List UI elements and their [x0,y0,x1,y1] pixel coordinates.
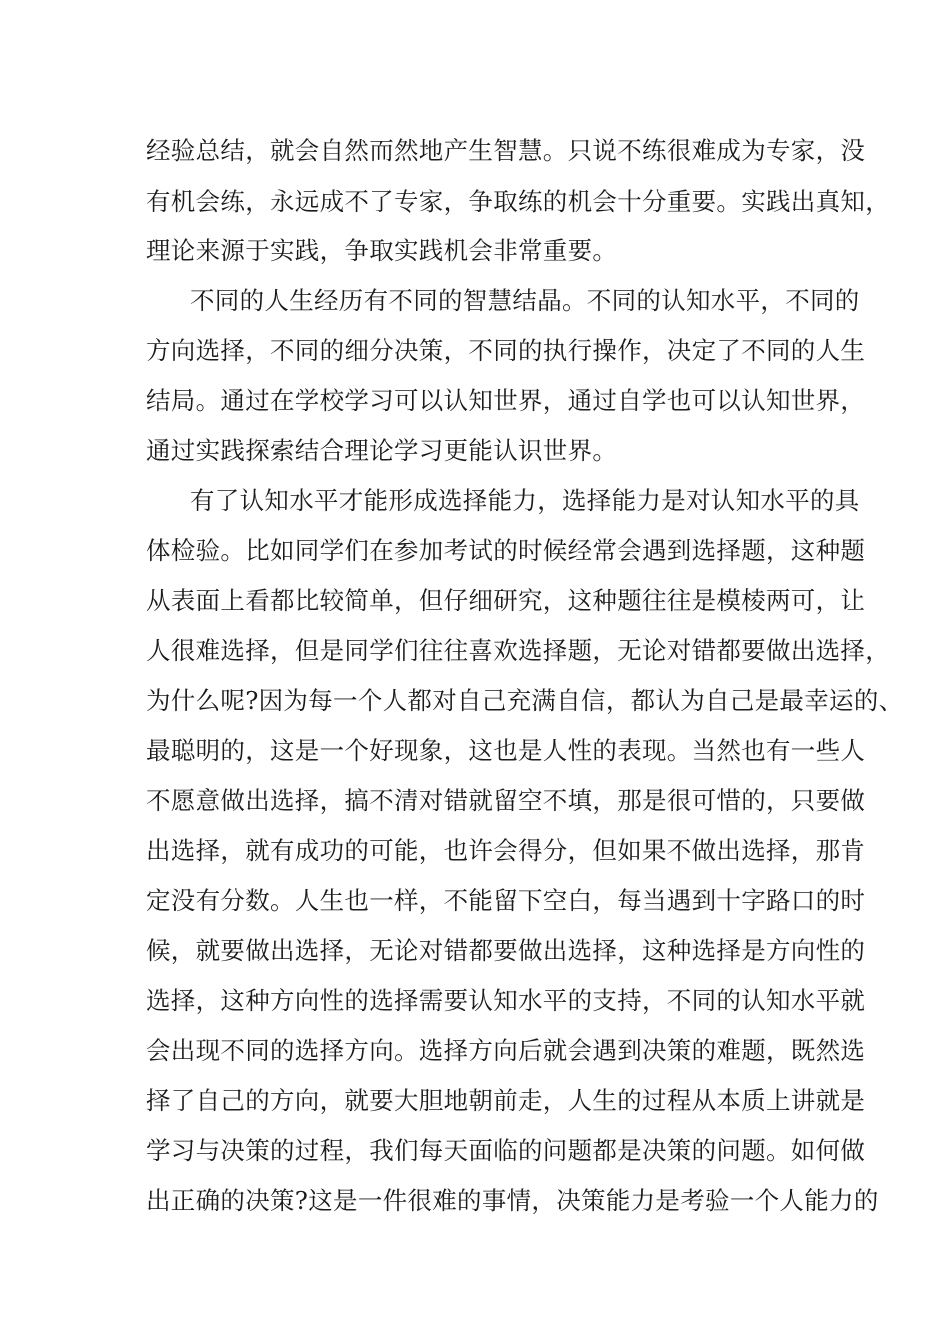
text-line: 最聪明的，这是一个好现象，这也是人性的表现。当然也有一些人 [146,736,866,765]
text-line: 定没有分数。人生也一样，不能留下空白，每当遇到十字路口的时 [146,886,866,915]
text-line: 经验总结，就会自然而然地产生智慧。只说不练很难成为专家，没 [146,136,866,165]
text-line: 通过实践探索结合理论学习更能认识世界。 [146,436,618,465]
text-line: 选择，这种方向性的选择需要认知水平的支持，不同的认知水平就 [146,986,866,1015]
text-line: 择了自己的方向，就要大胆地朝前走，人生的过程从本质上讲就是 [146,1086,866,1115]
paragraph-first-line: 有了认知水平才能形成选择能力，选择能力是对认知水平的具 [190,486,860,515]
text-line: 人很难选择，但是同学们往往喜欢选择题，无论对错都要做出选择， [146,636,890,665]
text-line: 理论来源于实践，争取实践机会非常重要。 [146,236,618,265]
text-line: 体检验。比如同学们在参加考试的时候经常会遇到选择题，这种题 [146,536,866,565]
text-line: 学习与决策的过程，我们每天面临的问题都是决策的问题。如何做 [146,1136,866,1165]
paragraph-first-line: 不同的人生经历有不同的智慧结晶。不同的认知水平，不同的 [190,286,860,315]
text-line: 会出现不同的选择方向。选择方向后就会遇到决策的难题，既然选 [146,1036,866,1065]
text-line: 出选择，就有成功的可能，也许会得分，但如果不做出选择，那肯 [146,836,866,865]
text-line: 不愿意做出选择，搞不清对错就留空不填，那是很可惜的，只要做 [146,786,866,815]
text-line: 候，就要做出选择，无论对错都要做出选择，这种选择是方向性的 [146,936,866,965]
text-line: 出正确的决策?这是一件很难的事情，决策能力是考验一个人能力的 [146,1186,879,1215]
text-line: 结局。通过在学校学习可以认知世界，通过自学也可以认知世界， [146,386,866,415]
text-line: 从表面上看都比较简单，但仔细研究，这种题往往是模棱两可，让 [146,586,866,615]
text-line: 有机会练，永远成不了专家，争取练的机会十分重要。实践出真知， [146,187,890,216]
text-line: 方向选择，不同的细分决策，不同的执行操作，决定了不同的人生 [146,336,866,365]
text-line: 为什么呢?因为每一个人都对自己充满自信，都认为自己是最幸运的、 [146,686,904,715]
